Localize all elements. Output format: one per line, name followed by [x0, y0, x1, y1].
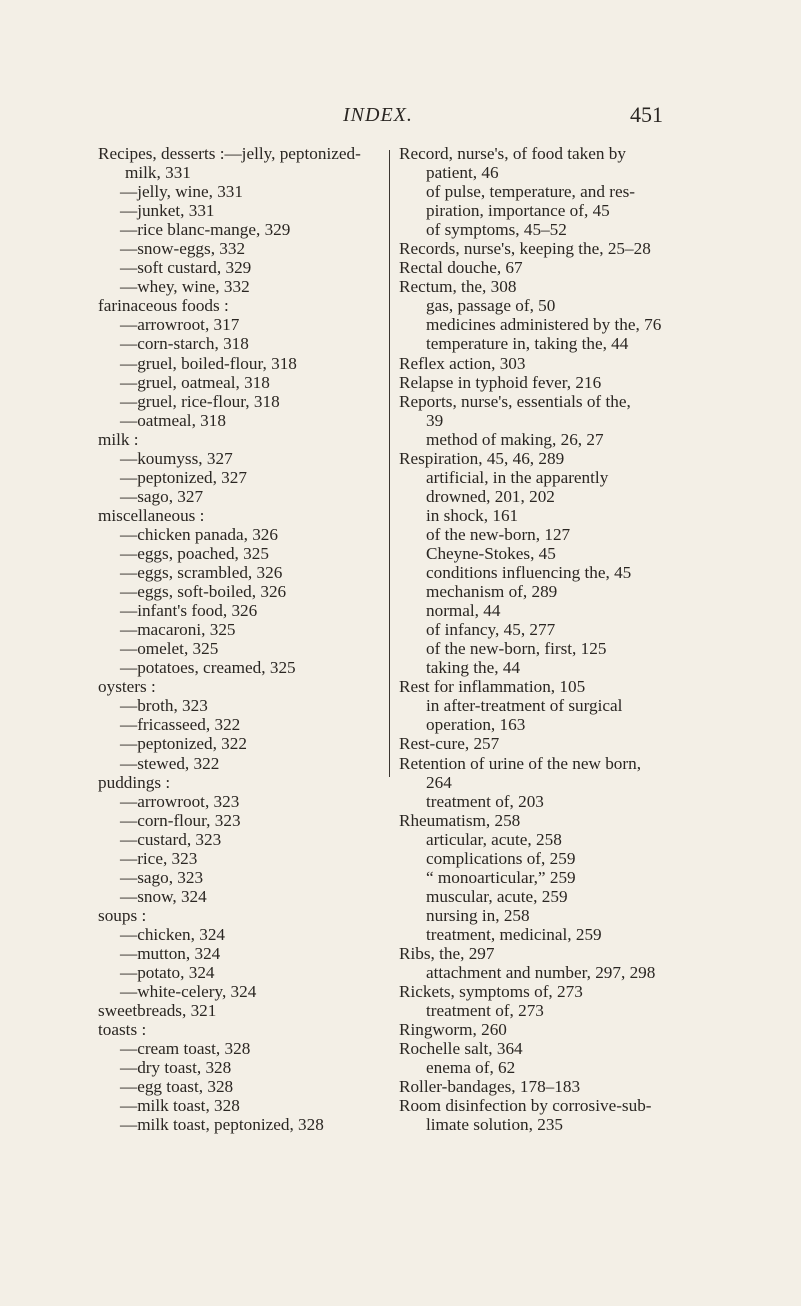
index-entry: —gruel, rice-flour, 318 [120, 391, 280, 411]
index-entry: —stewed, 322 [120, 753, 220, 773]
index-entry: —eggs, scrambled, 326 [120, 563, 283, 583]
index-entry: soups : [98, 905, 147, 925]
index-entry: articular, acute, 258 [426, 829, 562, 849]
index-entry: —egg toast, 328 [120, 1077, 234, 1097]
index-entry: artificial, in the apparently [426, 467, 609, 487]
index-entry: —eggs, soft-boiled, 326 [120, 582, 287, 602]
index-entry: conditions influencing the, 45 [426, 563, 632, 583]
index-entry: of symptoms, 45–52 [426, 220, 567, 240]
index-entry: —white-celery, 324 [120, 982, 257, 1002]
index-entry: —cream toast, 328 [120, 1039, 251, 1059]
index-entry: —arrowroot, 317 [120, 315, 240, 335]
index-entry: in after-treatment of surgical [426, 696, 623, 716]
index-entry: puddings : [98, 772, 171, 792]
index-entry: limate solution, 235 [426, 1115, 564, 1135]
index-entry: enema of, 62 [426, 1058, 516, 1078]
index-entry: muscular, acute, 259 [426, 886, 568, 906]
column-divider [389, 150, 390, 777]
index-entry: —junket, 331 [120, 201, 215, 221]
index-entry: sweetbreads, 321 [98, 1001, 217, 1021]
index-entry: Rickets, symptoms of, 273 [399, 982, 583, 1002]
index-entry: Roller-bandages, 178–183 [399, 1077, 581, 1097]
index-entry: —corn-starch, 318 [120, 334, 249, 354]
index-entry: Reports, nurse's, essentials of the, [399, 391, 631, 411]
index-entry: —rice, 323 [120, 848, 198, 868]
index-entry: —sago, 323 [120, 867, 204, 887]
index-entry: Respiration, 45, 46, 289 [399, 448, 565, 468]
index-entry: farinaceous foods : [98, 296, 229, 316]
index-column-right [399, 144, 711, 1134]
index-entry: “ monoarticular,” 259 [426, 867, 576, 887]
index-entry: Rectal douche, 67 [399, 258, 523, 278]
index-entry: —jelly, wine, 331 [120, 182, 243, 202]
index-entry: —eggs, poached, 325 [120, 543, 269, 563]
index-entry: piration, importance of, 45 [426, 201, 610, 221]
index-entry: —mutton, 324 [120, 943, 221, 963]
index-entry: Rheumatism, 258 [399, 810, 521, 830]
index-entry: —broth, 323 [120, 696, 208, 716]
index-entry: 264 [426, 772, 452, 792]
index-entry: —infant's food, 326 [120, 601, 258, 621]
index-entry: complications of, 259 [426, 848, 576, 868]
index-entry: —gruel, oatmeal, 318 [120, 372, 270, 392]
index-entry: —rice blanc-mange, 329 [120, 220, 291, 240]
index-entry: Ringworm, 260 [399, 1020, 507, 1040]
index-entry: —fricasseed, 322 [120, 715, 241, 735]
index-entry: in shock, 161 [426, 505, 519, 525]
index-entry: —milk toast, 328 [120, 1096, 240, 1116]
index-entry: miscellaneous : [98, 505, 205, 525]
index-entry: taking the, 44 [426, 658, 521, 678]
index-entry: Reflex action, 303 [399, 353, 526, 373]
index-entry: —snow-eggs, 332 [120, 239, 246, 259]
index-entry: mechanism of, 289 [426, 582, 558, 602]
index-entry: Records, nurse's, keeping the, 25–28 [399, 239, 651, 259]
index-entry: Rectum, the, 308 [399, 277, 517, 297]
index-entry: —sago, 327 [120, 486, 204, 506]
index-entry: —milk toast, peptonized, 328 [120, 1115, 324, 1135]
index-entry: —whey, wine, 332 [120, 277, 250, 297]
index-entry: of pulse, temperature, and res- [426, 182, 636, 202]
index-entry: method of making, 26, 27 [426, 429, 604, 449]
index-entry: of infancy, 45, 277 [426, 620, 556, 640]
page-header [0, 104, 801, 134]
running-title: INDEX. [343, 104, 413, 126]
index-entry: temperature in, taking the, 44 [426, 334, 629, 354]
index-entry: —arrowroot, 323 [120, 791, 240, 811]
index-entry: —potato, 324 [120, 963, 215, 983]
index-entry: Ribs, the, 297 [399, 943, 495, 963]
index-entry: Cheyne-Stokes, 45 [426, 543, 556, 563]
index-entry: Record, nurse's, of food taken by [399, 144, 626, 163]
index-entry: of the new-born, first, 125 [426, 639, 607, 659]
index-entry: Room disinfection by corrosive-sub- [399, 1096, 652, 1116]
index-entry: Recipes, desserts :—jelly, peptonized- [98, 144, 361, 163]
index-entry: attachment and number, 297, 298 [426, 963, 656, 983]
index-entry: Relapse in typhoid fever, 216 [399, 372, 602, 392]
index-entry: —custard, 323 [120, 829, 222, 849]
index-entry: treatment, medicinal, 259 [426, 924, 602, 944]
index-entry: normal, 44 [426, 601, 501, 621]
index-entry: oysters : [98, 677, 156, 697]
index-entry: Rochelle salt, 364 [399, 1039, 523, 1059]
index-entry: Rest for inflammation, 105 [399, 677, 586, 697]
index-entry: —dry toast, 328 [120, 1058, 232, 1078]
index-entry: drowned, 201, 202 [426, 486, 555, 506]
index-entry: patient, 46 [426, 163, 499, 183]
index-entry: gas, passage of, 50 [426, 296, 556, 316]
index-entry: —peptonized, 327 [120, 467, 247, 487]
index-entry: —gruel, boiled-flour, 318 [120, 353, 297, 373]
index-entry: toasts : [98, 1020, 147, 1040]
index-entry: —snow, 324 [120, 886, 207, 906]
index-entry: Rest-cure, 257 [399, 734, 500, 754]
index-entry: —potatoes, creamed, 325 [120, 658, 296, 678]
index-entry: milk : [98, 429, 139, 449]
index-entry: —soft custard, 329 [120, 258, 252, 278]
index-entry: milk, 331 [125, 163, 191, 183]
index-entry: 39 [426, 410, 444, 430]
index-column-left [98, 144, 390, 1134]
index-entry: —chicken panada, 326 [120, 524, 278, 544]
index-entry: medicines administered by the, 76 [426, 315, 662, 335]
index-entry: —peptonized, 322 [120, 734, 247, 754]
index-entry: nursing in, 258 [426, 905, 530, 925]
index-entry: treatment of, 273 [426, 1001, 544, 1021]
index-entry: —oatmeal, 318 [120, 410, 226, 430]
index-entry: Retention of urine of the new born, [399, 753, 641, 773]
index-entry: of the new-born, 127 [426, 524, 571, 544]
index-entry: operation, 163 [426, 715, 526, 735]
index-entry: —omelet, 325 [120, 639, 219, 659]
index-entry: —chicken, 324 [120, 924, 226, 944]
index-entry: —macaroni, 325 [120, 620, 236, 640]
page-number: 451 [630, 102, 663, 127]
index-entry: —koumyss, 327 [120, 448, 233, 468]
index-entry: treatment of, 203 [426, 791, 544, 811]
index-entry: —corn-flour, 323 [120, 810, 241, 830]
